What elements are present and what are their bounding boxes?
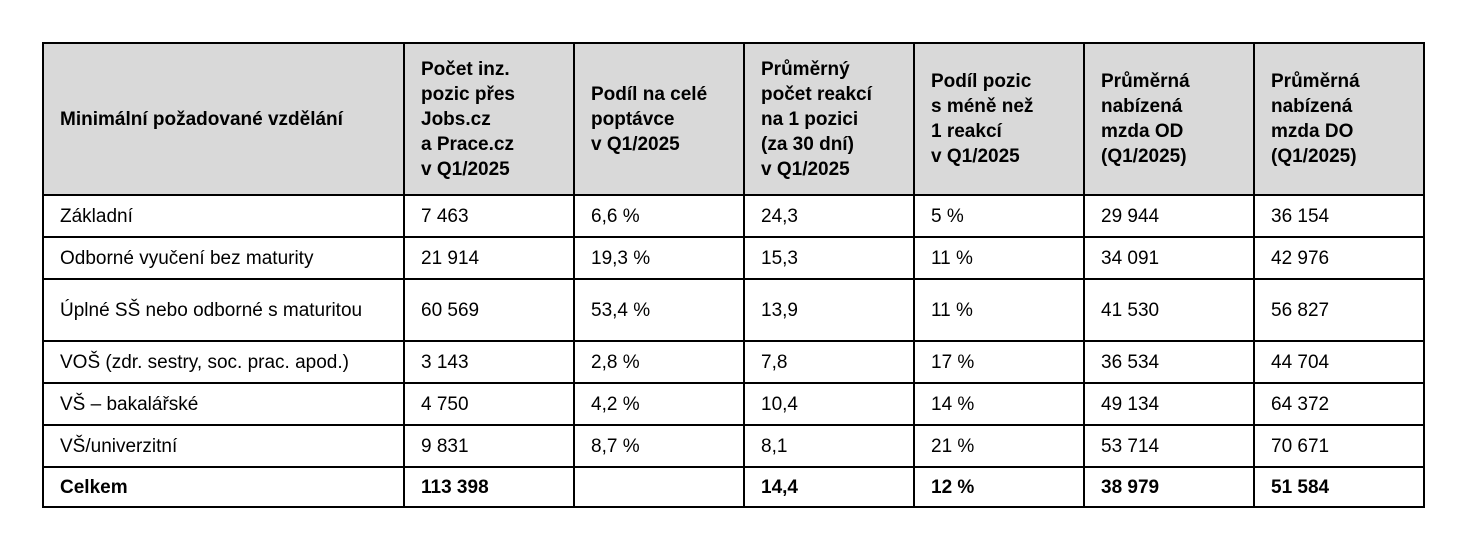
cell-share: 2,8 % — [574, 341, 744, 383]
cell-salary-from: 34 091 — [1084, 237, 1254, 279]
cell-education: Základní — [43, 195, 404, 237]
cell-education: Odborné vyučení bez maturity — [43, 237, 404, 279]
table-row — [43, 383, 1424, 425]
header-label: Průměrný počet reakcí na 1 pozici (za 30 dní) v Q1/2025 — [761, 58, 872, 180]
header-education — [43, 43, 404, 195]
cell-salary-from: 49 134 — [1084, 383, 1254, 425]
cell-low-reaction: 5 % — [914, 195, 1084, 237]
cell-salary-to: 56 827 — [1254, 279, 1424, 341]
total-salary-to: 51 584 — [1254, 467, 1424, 507]
cell-salary-from: 53 714 — [1084, 425, 1254, 467]
cell-share: 8,7 % — [574, 425, 744, 467]
cell-education: VOŠ (zdr. sestry, soc. prac. apod.) — [43, 341, 404, 383]
header-avg-reactions — [744, 43, 914, 195]
cell-reactions: 13,9 — [744, 279, 914, 341]
table-row — [43, 279, 1424, 341]
cell-low-reaction: 11 % — [914, 279, 1084, 341]
total-label: Celkem — [43, 467, 404, 507]
cell-reactions: 10,4 — [744, 383, 914, 425]
cell-share: 19,3 % — [574, 237, 744, 279]
header-row — [43, 43, 1424, 195]
education-demand-table — [42, 42, 1425, 508]
cell-salary-from: 29 944 — [1084, 195, 1254, 237]
cell-positions: 9 831 — [404, 425, 574, 467]
header-demand-share — [574, 43, 744, 195]
table-row — [43, 425, 1424, 467]
cell-low-reaction: 17 % — [914, 341, 1084, 383]
cell-share: 53,4 % — [574, 279, 744, 341]
cell-salary-to: 70 671 — [1254, 425, 1424, 467]
cell-education: VŠ – bakalářské — [43, 383, 404, 425]
table-row — [43, 341, 1424, 383]
cell-salary-to: 44 704 — [1254, 341, 1424, 383]
cell-education: VŠ/univerzitní — [43, 425, 404, 467]
table-body — [43, 195, 1424, 507]
cell-positions: 60 569 — [404, 279, 574, 341]
cell-share: 4,2 % — [574, 383, 744, 425]
cell-reactions: 8,1 — [744, 425, 914, 467]
header-label: Průměrná nabízená mzda OD (Q1/2025) — [1101, 71, 1190, 167]
cell-positions: 4 750 — [404, 383, 574, 425]
total-low-reaction: 12 % — [914, 467, 1084, 507]
header-salary-from — [1084, 43, 1254, 195]
cell-positions: 3 143 — [404, 341, 574, 383]
total-share — [574, 467, 744, 507]
cell-salary-from: 41 530 — [1084, 279, 1254, 341]
table-row — [43, 237, 1424, 279]
total-positions: 113 398 — [404, 467, 574, 507]
header-salary-to — [1254, 43, 1424, 195]
table-header — [43, 43, 1424, 195]
table-row — [43, 195, 1424, 237]
cell-salary-from: 36 534 — [1084, 341, 1254, 383]
header-label: Minimální požadované vzdělání — [60, 108, 343, 130]
cell-reactions: 24,3 — [744, 195, 914, 237]
cell-education: Úplné SŠ nebo odborné s maturitou — [43, 279, 404, 341]
total-row — [43, 467, 1424, 507]
cell-reactions: 7,8 — [744, 341, 914, 383]
cell-low-reaction: 21 % — [914, 425, 1084, 467]
cell-low-reaction: 11 % — [914, 237, 1084, 279]
header-label: Počet inz. pozic přes Jobs.cz a Prace.cz v Q1/2025 — [421, 58, 515, 180]
cell-positions: 21 914 — [404, 237, 574, 279]
header-label: Průměrná nabízená mzda DO (Q1/2025) — [1271, 71, 1360, 167]
cell-salary-to: 36 154 — [1254, 195, 1424, 237]
cell-salary-to: 64 372 — [1254, 383, 1424, 425]
header-positions-count — [404, 43, 574, 195]
header-label: Podíl pozic s méně než 1 reakcí v Q1/2025 — [931, 71, 1034, 167]
total-reactions: 14,4 — [744, 467, 914, 507]
header-low-reaction-share — [914, 43, 1084, 195]
cell-positions: 7 463 — [404, 195, 574, 237]
cell-low-reaction: 14 % — [914, 383, 1084, 425]
header-label: Podíl na celé poptávce v Q1/2025 — [591, 83, 708, 155]
cell-salary-to: 42 976 — [1254, 237, 1424, 279]
cell-share: 6,6 % — [574, 195, 744, 237]
total-salary-from: 38 979 — [1084, 467, 1254, 507]
cell-reactions: 15,3 — [744, 237, 914, 279]
